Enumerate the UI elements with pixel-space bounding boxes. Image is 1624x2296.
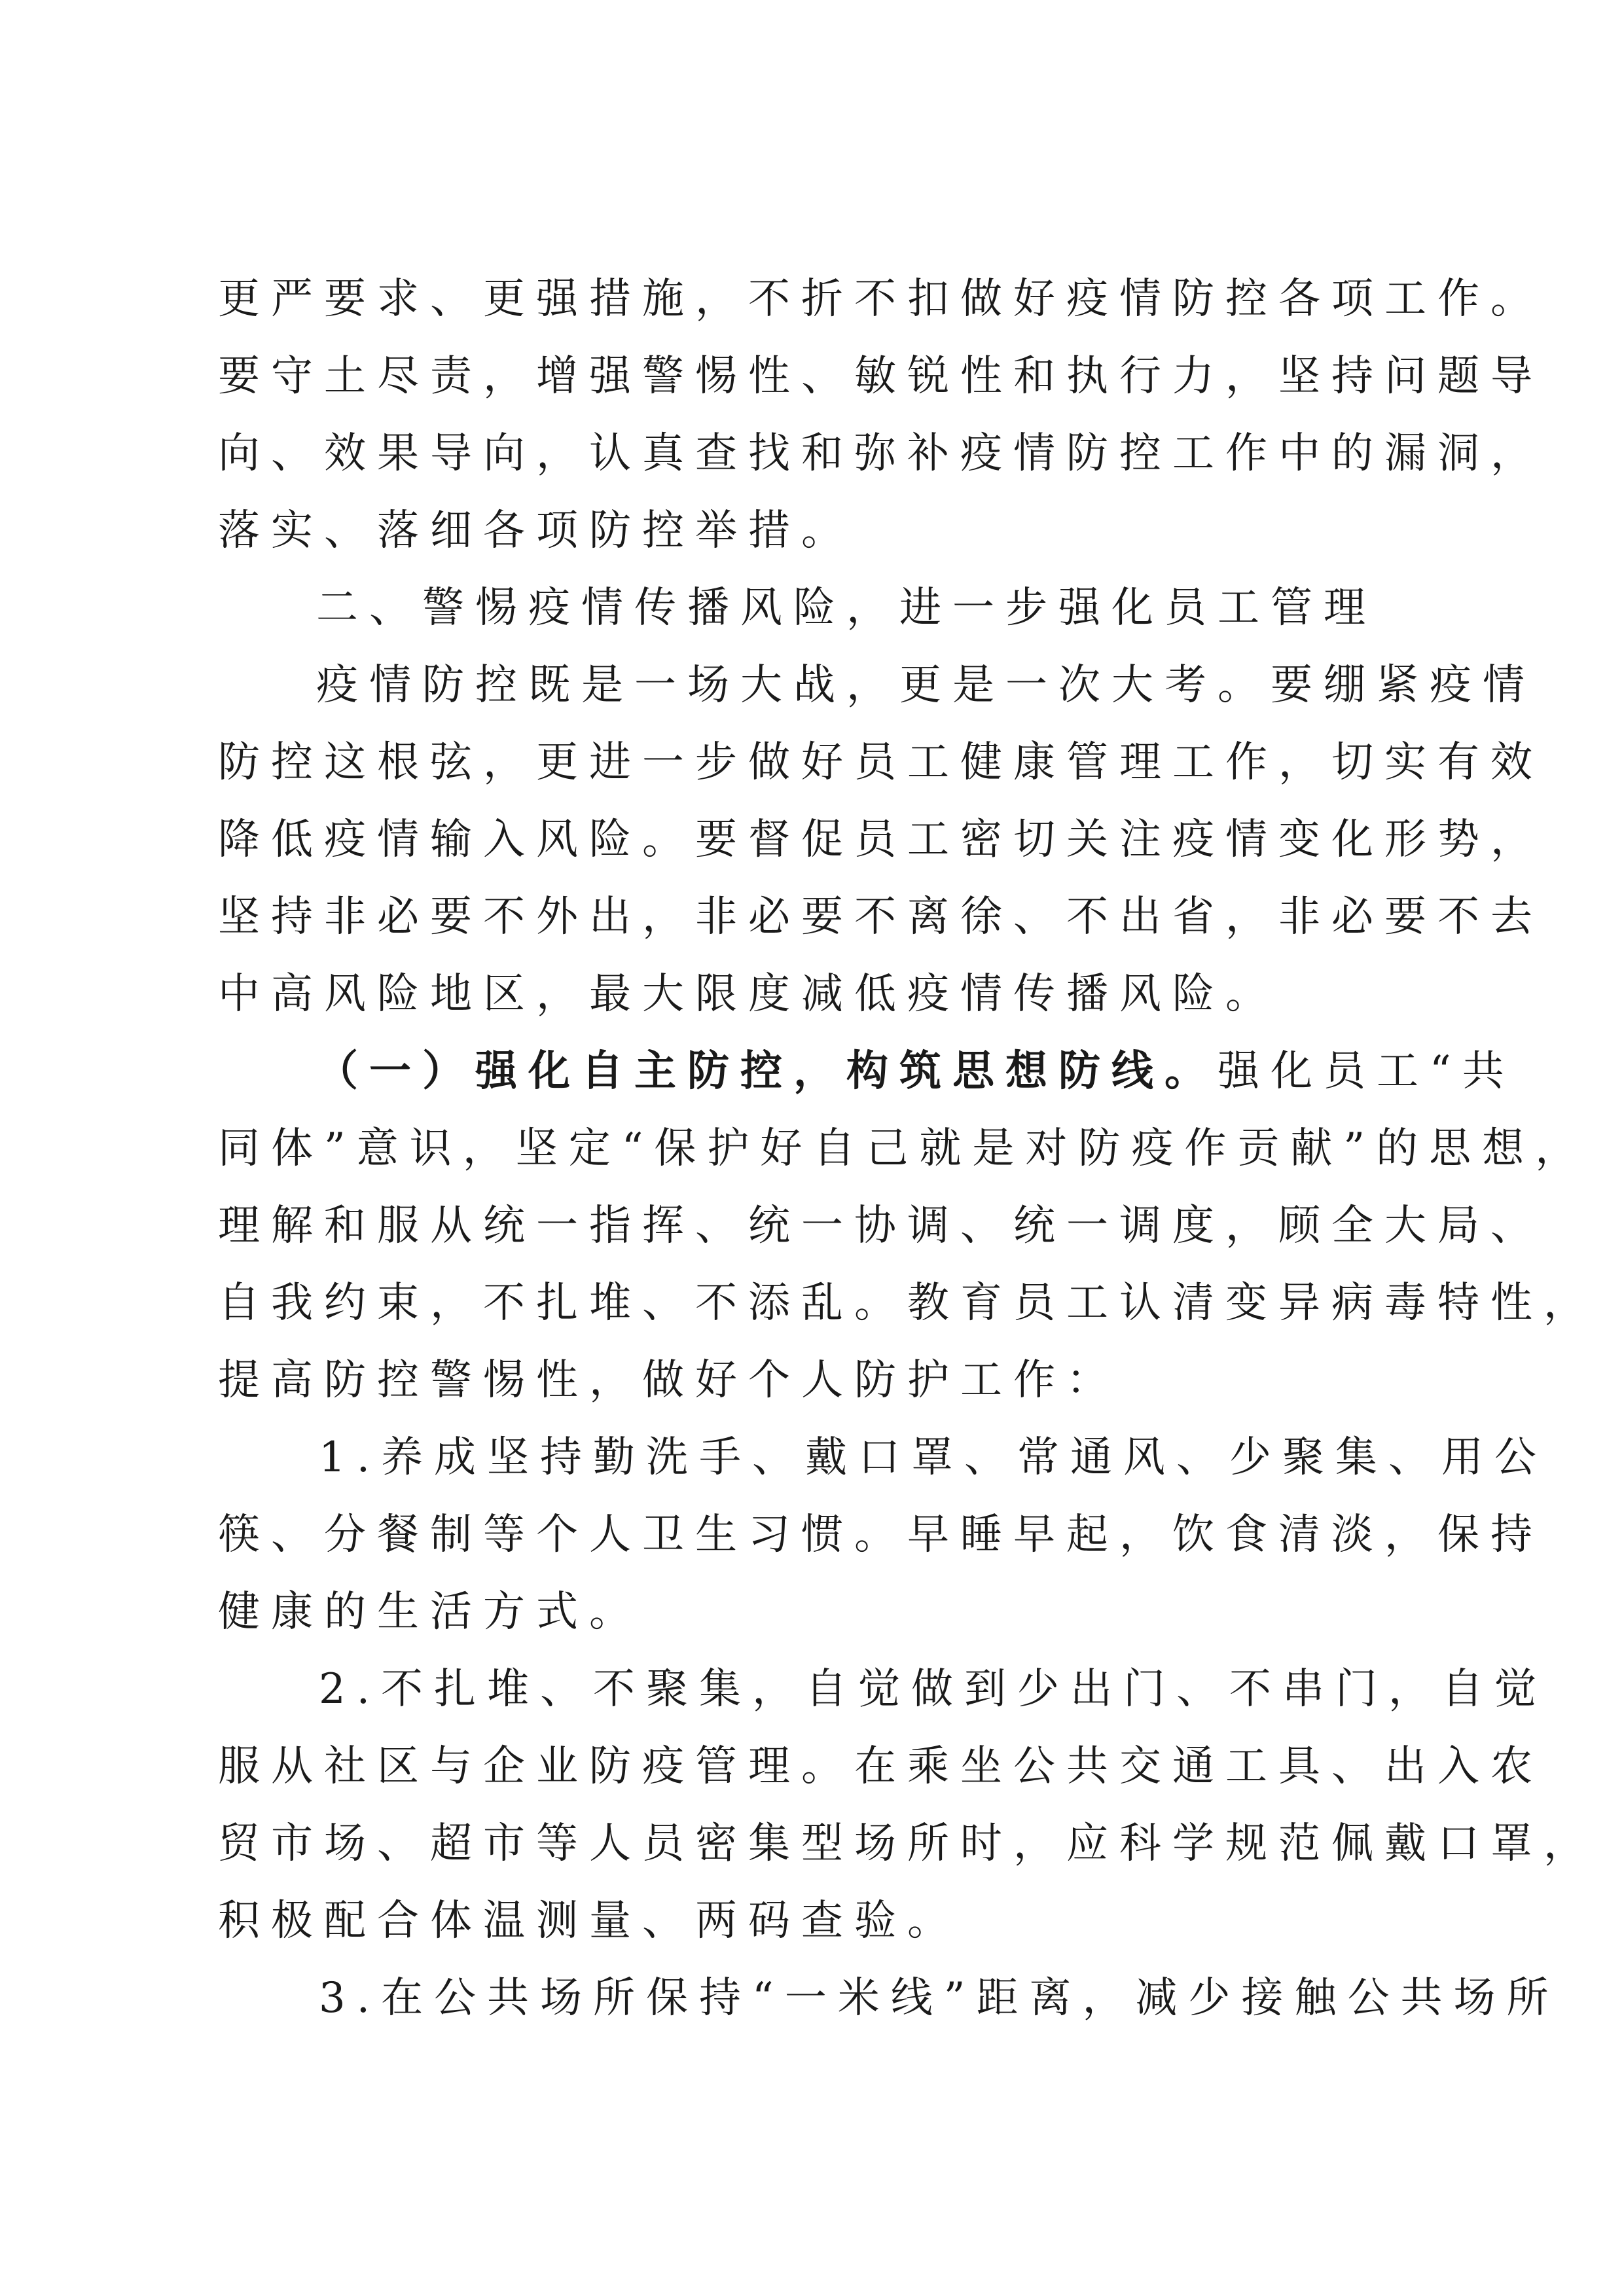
paragraph-line: 积极配合体温测量、两码查验。 — [218, 1897, 960, 1945]
document-body — [218, 260, 1597, 2037]
list-item-line: 3.在公共场所保持“一米线”距离，减少接触公共场所 — [319, 1974, 1560, 2022]
subsection-line — [218, 1033, 1515, 1110]
paragraph-line: 贸市场、超市等人员密集型场所时，应科学规范佩戴口罩， — [218, 1820, 1597, 1868]
paragraph-line: 要守土尽责，增强警惕性、敏锐性和执行力，坚持问题导 — [218, 352, 1543, 401]
subsection-text: 强化员工“共 — [1218, 1047, 1515, 1096]
section-heading: 二、警惕疫情传播风险，进一步强化员工管理 — [316, 584, 1377, 632]
subsection-heading: （一）强化自主防控，构筑思想防线。 — [316, 1047, 1218, 1096]
paragraph-line: 筷、分餐制等个人卫生习惯。早睡早起，饮食清淡，保持 — [218, 1511, 1543, 1559]
paragraph-line: 坚持非必要不外出，非必要不离徐、不出省，非必要不去 — [218, 893, 1543, 941]
paragraph-line: 自我约束，不扎堆、不添乱。教育员工认清变异病毒特性， — [218, 1279, 1597, 1327]
paragraph-line: 服从社区与企业防疫管理。在乘坐公共交通工具、出入农 — [218, 1742, 1543, 1791]
paragraph-line: 降低疫情输入风险。要督促员工密切关注疫情变化形势， — [218, 816, 1543, 864]
paragraph-line: 中高风险地区，最大限度减低疫情传播风险。 — [218, 970, 1278, 1018]
paragraph-line: 提高防控警惕性，做好个人防护工作： — [218, 1356, 1119, 1405]
paragraph-line: 同体”意识，坚定“保护好自己就是对防疫作贡献”的思想， — [218, 1124, 1589, 1173]
paragraph-line: 疫情防控既是一场大战，更是一次大考。要绷紧疫情 — [316, 661, 1536, 709]
list-item-line: 2.不扎堆、不聚集，自觉做到少出门、不串门，自觉 — [319, 1665, 1548, 1713]
paragraph-line: 健康的生活方式。 — [218, 1588, 642, 1636]
paragraph-line: 理解和服从统一指挥、统一协调、统一调度，顾全大局、 — [218, 1202, 1543, 1250]
paragraph-line: 更严要求、更强措施，不折不扣做好疫情防控各项工作。 — [218, 275, 1543, 323]
list-item-line: 1.养成坚持勤洗手、戴口罩、常通风、少聚集、用公 — [319, 1433, 1548, 1482]
paragraph-line: 防控这根弦，更进一步做好员工健康管理工作，切实有效 — [218, 738, 1543, 787]
paragraph-line: 落实、落细各项防控举措。 — [218, 507, 854, 555]
paragraph-line: 向、效果导向，认真查找和弥补疫情防控工作中的漏洞， — [218, 429, 1543, 478]
